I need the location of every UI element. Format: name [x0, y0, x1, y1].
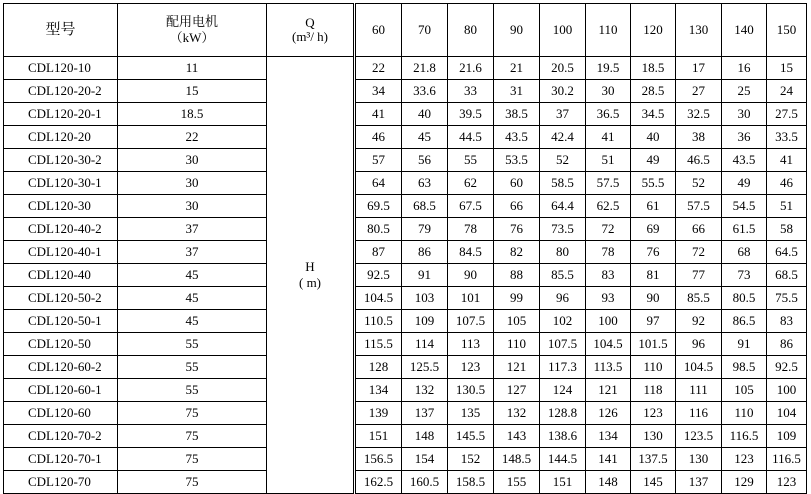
header-flow-value: 80 — [448, 4, 494, 57]
head-value-cell: 39.5 — [448, 103, 494, 126]
header-flow-value: 140 — [722, 4, 767, 57]
head-value-cell: 33.6 — [402, 80, 448, 103]
motor-power-cell: 75 — [118, 448, 267, 471]
head-value-cell: 78 — [586, 241, 631, 264]
table-row — [4, 126, 807, 149]
head-value-cell: 66 — [494, 195, 540, 218]
motor-power-cell: 55 — [118, 333, 267, 356]
head-value-cell: 99 — [494, 287, 540, 310]
head-value-cell: 116.5 — [722, 425, 767, 448]
head-value-cell: 60 — [494, 172, 540, 195]
head-value-cell: 127 — [494, 379, 540, 402]
head-value-cell: 104.5 — [676, 356, 722, 379]
header-flow-value: 100 — [540, 4, 586, 57]
head-value-cell: 128 — [355, 356, 402, 379]
model-cell: CDL120-70-1 — [4, 448, 118, 471]
header-model: 型号 — [4, 4, 118, 57]
head-value-cell: 40 — [402, 103, 448, 126]
head-value-cell: 124 — [540, 379, 586, 402]
head-value-cell: 91 — [402, 264, 448, 287]
head-value-cell: 34.5 — [631, 103, 676, 126]
header-flow-value: 150 — [767, 4, 807, 57]
head-value-cell: 83 — [767, 310, 807, 333]
header-flow-label: Q — [305, 15, 315, 30]
head-value-cell: 41 — [355, 103, 402, 126]
head-value-cell: 151 — [540, 471, 586, 494]
table-row — [4, 264, 807, 287]
head-value-cell: 88 — [494, 264, 540, 287]
head-value-cell: 113.5 — [586, 356, 631, 379]
head-value-cell: 27.5 — [767, 103, 807, 126]
table-row — [4, 402, 807, 425]
head-value-cell: 116.5 — [767, 448, 807, 471]
head-value-cell: 27 — [676, 80, 722, 103]
head-value-cell: 86 — [402, 241, 448, 264]
head-value-cell: 41 — [767, 149, 807, 172]
head-value-cell: 105 — [494, 310, 540, 333]
head-value-cell: 114 — [402, 333, 448, 356]
head-value-cell: 132 — [494, 402, 540, 425]
head-value-cell: 57.5 — [676, 195, 722, 218]
model-cell: CDL120-30-1 — [4, 172, 118, 195]
head-value-cell: 80.5 — [722, 287, 767, 310]
head-value-cell: 30.2 — [540, 80, 586, 103]
head-value-cell: 62.5 — [586, 195, 631, 218]
head-value-cell: 63 — [402, 172, 448, 195]
header-flow-value: 110 — [586, 4, 631, 57]
header-row — [4, 4, 807, 57]
motor-power-cell: 22 — [118, 126, 267, 149]
head-value-cell: 102 — [540, 310, 586, 333]
motor-power-cell: 55 — [118, 356, 267, 379]
model-cell: CDL120-20-2 — [4, 80, 118, 103]
head-value-cell: 86.5 — [722, 310, 767, 333]
head-value-cell: 123 — [631, 402, 676, 425]
head-value-cell: 134 — [586, 425, 631, 448]
head-value-cell: 76 — [494, 218, 540, 241]
head-value-cell: 78 — [448, 218, 494, 241]
head-value-cell: 123 — [722, 448, 767, 471]
head-value-cell: 109 — [767, 425, 807, 448]
head-label: H — [305, 259, 315, 274]
head-value-cell: 104.5 — [586, 333, 631, 356]
head-value-cell: 43.5 — [494, 126, 540, 149]
head-value-cell: 75.5 — [767, 287, 807, 310]
model-cell: CDL120-50-2 — [4, 287, 118, 310]
table-row — [4, 287, 807, 310]
head-value-cell: 100 — [586, 310, 631, 333]
motor-power-cell: 45 — [118, 264, 267, 287]
head-value-cell: 72 — [586, 218, 631, 241]
head-value-cell: 121 — [586, 379, 631, 402]
motor-power-cell: 45 — [118, 287, 267, 310]
head-value-cell: 130 — [676, 448, 722, 471]
head-value-cell: 123 — [448, 356, 494, 379]
head-value-cell: 46.5 — [676, 149, 722, 172]
head-value-cell: 61.5 — [722, 218, 767, 241]
model-cell: CDL120-60-1 — [4, 379, 118, 402]
head-value-cell: 37 — [540, 103, 586, 126]
model-cell: CDL120-20 — [4, 126, 118, 149]
model-cell: CDL120-40-1 — [4, 241, 118, 264]
header-flow-value: 60 — [355, 4, 402, 57]
head-value-cell: 129 — [722, 471, 767, 494]
head-value-cell: 25 — [722, 80, 767, 103]
head-value-cell: 92.5 — [767, 356, 807, 379]
table-row — [4, 333, 807, 356]
head-value-cell: 90 — [448, 264, 494, 287]
performance-table-container — [3, 3, 807, 494]
head-value-cell: 72 — [676, 241, 722, 264]
head-value-cell: 101 — [448, 287, 494, 310]
head-value-cell: 148 — [402, 425, 448, 448]
head-value-cell: 105 — [722, 379, 767, 402]
head-value-cell: 21.6 — [448, 57, 494, 80]
head-value-cell: 24 — [767, 80, 807, 103]
head-value-cell: 141 — [586, 448, 631, 471]
head-value-cell: 42.4 — [540, 126, 586, 149]
table-row — [4, 241, 807, 264]
head-value-cell: 96 — [676, 333, 722, 356]
table-row — [4, 172, 807, 195]
head-value-cell: 98.5 — [722, 356, 767, 379]
head-value-cell: 137.5 — [631, 448, 676, 471]
head-value-cell: 145 — [631, 471, 676, 494]
head-value-cell: 20.5 — [540, 57, 586, 80]
head-value-cell: 81 — [631, 264, 676, 287]
table-body — [4, 57, 807, 494]
model-cell: CDL120-30 — [4, 195, 118, 218]
head-value-cell: 148 — [586, 471, 631, 494]
head-value-cell: 33 — [448, 80, 494, 103]
head-value-cell: 28.5 — [631, 80, 676, 103]
model-cell: CDL120-60-2 — [4, 356, 118, 379]
head-unit: ( m) — [298, 275, 322, 290]
head-value-cell: 93 — [586, 287, 631, 310]
head-value-cell: 92 — [676, 310, 722, 333]
head-value-cell: 31 — [494, 80, 540, 103]
head-value-cell: 100 — [767, 379, 807, 402]
head-value-cell: 55 — [448, 149, 494, 172]
motor-power-cell: 37 — [118, 218, 267, 241]
head-value-cell: 57 — [355, 149, 402, 172]
head-value-cell: 77 — [676, 264, 722, 287]
motor-power-cell: 75 — [118, 471, 267, 494]
head-value-cell: 33.5 — [767, 126, 807, 149]
head-value-cell: 61 — [631, 195, 676, 218]
head-value-cell: 125.5 — [402, 356, 448, 379]
head-value-cell: 66 — [676, 218, 722, 241]
head-value-cell: 38.5 — [494, 103, 540, 126]
head-value-cell: 15 — [767, 57, 807, 80]
motor-power-cell: 18.5 — [118, 103, 267, 126]
header-motor-label: 配用电机 — [165, 14, 218, 29]
table-row — [4, 218, 807, 241]
head-value-cell: 30 — [722, 103, 767, 126]
head-value-cell: 64.4 — [540, 195, 586, 218]
head-value-cell: 145.5 — [448, 425, 494, 448]
head-value-cell: 137 — [676, 471, 722, 494]
table-row — [4, 379, 807, 402]
head-value-cell: 144.5 — [540, 448, 586, 471]
table-row — [4, 425, 807, 448]
head-value-cell: 123 — [767, 471, 807, 494]
motor-power-cell: 75 — [118, 402, 267, 425]
head-value-cell: 68.5 — [767, 264, 807, 287]
head-value-cell: 80 — [540, 241, 586, 264]
head-value-cell: 68.5 — [402, 195, 448, 218]
head-value-cell: 152 — [448, 448, 494, 471]
head-value-cell: 56 — [402, 149, 448, 172]
model-cell: CDL120-50-1 — [4, 310, 118, 333]
head-value-cell: 22 — [355, 57, 402, 80]
head-value-cell: 69.5 — [355, 195, 402, 218]
head-value-cell: 85.5 — [540, 264, 586, 287]
head-value-cell: 135 — [448, 402, 494, 425]
head-value-cell: 123.5 — [676, 425, 722, 448]
head-value-cell: 104 — [767, 402, 807, 425]
head-value-cell: 110.5 — [355, 310, 402, 333]
head-value-cell: 80.5 — [355, 218, 402, 241]
model-cell: CDL120-20-1 — [4, 103, 118, 126]
head-value-cell: 96 — [540, 287, 586, 310]
head-label-cell — [267, 57, 355, 494]
table-row — [4, 195, 807, 218]
head-value-cell: 38 — [676, 126, 722, 149]
model-cell: CDL120-30-2 — [4, 149, 118, 172]
head-value-cell: 91 — [722, 333, 767, 356]
head-value-cell: 67.5 — [448, 195, 494, 218]
table-row — [4, 103, 807, 126]
head-value-cell: 53.5 — [494, 149, 540, 172]
head-value-cell: 51 — [767, 195, 807, 218]
model-cell: CDL120-40-2 — [4, 218, 118, 241]
head-value-cell: 151 — [355, 425, 402, 448]
motor-power-cell: 30 — [118, 172, 267, 195]
head-value-cell: 54.5 — [722, 195, 767, 218]
head-value-cell: 46 — [767, 172, 807, 195]
head-value-cell: 110 — [631, 356, 676, 379]
head-value-cell: 101.5 — [631, 333, 676, 356]
head-value-cell: 21.8 — [402, 57, 448, 80]
head-value-cell: 84.5 — [448, 241, 494, 264]
head-value-cell: 116 — [676, 402, 722, 425]
head-value-cell: 126 — [586, 402, 631, 425]
head-value-cell: 52 — [676, 172, 722, 195]
head-value-cell: 92.5 — [355, 264, 402, 287]
head-value-cell: 130 — [631, 425, 676, 448]
head-value-cell: 76 — [631, 241, 676, 264]
head-value-cell: 51 — [586, 149, 631, 172]
motor-power-cell: 37 — [118, 241, 267, 264]
head-value-cell: 86 — [767, 333, 807, 356]
head-value-cell: 162.5 — [355, 471, 402, 494]
head-value-cell: 32.5 — [676, 103, 722, 126]
model-cell: CDL120-60 — [4, 402, 118, 425]
head-value-cell: 44.5 — [448, 126, 494, 149]
performance-table — [3, 3, 807, 494]
head-value-cell: 110 — [494, 333, 540, 356]
model-cell: CDL120-40 — [4, 264, 118, 287]
head-value-cell: 115.5 — [355, 333, 402, 356]
head-value-cell: 41 — [586, 126, 631, 149]
head-value-cell: 62 — [448, 172, 494, 195]
head-value-cell: 45 — [402, 126, 448, 149]
head-value-cell: 110 — [722, 402, 767, 425]
head-value-cell: 158.5 — [448, 471, 494, 494]
head-value-cell: 49 — [722, 172, 767, 195]
head-value-cell: 83 — [586, 264, 631, 287]
head-value-cell: 79 — [402, 218, 448, 241]
table-row — [4, 471, 807, 494]
head-value-cell: 34 — [355, 80, 402, 103]
head-value-cell: 113 — [448, 333, 494, 356]
head-value-cell: 82 — [494, 241, 540, 264]
head-value-cell: 104.5 — [355, 287, 402, 310]
head-value-cell: 97 — [631, 310, 676, 333]
head-value-cell: 134 — [355, 379, 402, 402]
head-value-cell: 64 — [355, 172, 402, 195]
table-row — [4, 149, 807, 172]
head-value-cell: 40 — [631, 126, 676, 149]
head-value-cell: 57.5 — [586, 172, 631, 195]
head-value-cell: 90 — [631, 287, 676, 310]
head-value-cell: 107.5 — [448, 310, 494, 333]
head-value-cell: 73.5 — [540, 218, 586, 241]
model-cell: CDL120-70-2 — [4, 425, 118, 448]
head-value-cell: 103 — [402, 287, 448, 310]
head-value-cell: 148.5 — [494, 448, 540, 471]
model-cell: CDL120-10 — [4, 57, 118, 80]
motor-power-cell: 15 — [118, 80, 267, 103]
header-flow — [267, 4, 355, 57]
table-row — [4, 356, 807, 379]
head-value-cell: 43.5 — [722, 149, 767, 172]
motor-power-cell: 11 — [118, 57, 267, 80]
head-value-cell: 19.5 — [586, 57, 631, 80]
header-flow-value: 90 — [494, 4, 540, 57]
head-value-cell: 109 — [402, 310, 448, 333]
head-value-cell: 130.5 — [448, 379, 494, 402]
head-value-cell: 17 — [676, 57, 722, 80]
table-row — [4, 448, 807, 471]
head-value-cell: 58.5 — [540, 172, 586, 195]
head-value-cell: 36 — [722, 126, 767, 149]
head-value-cell: 137 — [402, 402, 448, 425]
head-value-cell: 30 — [586, 80, 631, 103]
head-value-cell: 121 — [494, 356, 540, 379]
head-value-cell: 154 — [402, 448, 448, 471]
header-motor — [118, 4, 267, 57]
head-value-cell: 155 — [494, 471, 540, 494]
head-value-cell: 21 — [494, 57, 540, 80]
header-flow-value: 70 — [402, 4, 448, 57]
head-value-cell: 73 — [722, 264, 767, 287]
head-value-cell: 87 — [355, 241, 402, 264]
head-value-cell: 160.5 — [402, 471, 448, 494]
header-flow-value: 130 — [676, 4, 722, 57]
motor-power-cell: 75 — [118, 425, 267, 448]
head-value-cell: 64.5 — [767, 241, 807, 264]
head-value-cell: 128.8 — [540, 402, 586, 425]
head-value-cell: 16 — [722, 57, 767, 80]
motor-power-cell: 30 — [118, 195, 267, 218]
head-value-cell: 58 — [767, 218, 807, 241]
head-value-cell: 138.6 — [540, 425, 586, 448]
head-value-cell: 18.5 — [631, 57, 676, 80]
head-value-cell: 118 — [631, 379, 676, 402]
motor-power-cell: 30 — [118, 149, 267, 172]
head-value-cell: 111 — [676, 379, 722, 402]
head-value-cell: 156.5 — [355, 448, 402, 471]
head-value-cell: 52 — [540, 149, 586, 172]
head-value-cell: 68 — [722, 241, 767, 264]
motor-power-cell: 45 — [118, 310, 267, 333]
head-value-cell: 55.5 — [631, 172, 676, 195]
header-motor-unit: （kW） — [169, 30, 215, 45]
header-flow-unit: (m³/ h) — [291, 29, 329, 44]
model-cell: CDL120-70 — [4, 471, 118, 494]
head-value-cell: 69 — [631, 218, 676, 241]
head-value-cell: 139 — [355, 402, 402, 425]
head-value-cell: 46 — [355, 126, 402, 149]
head-value-cell: 117.3 — [540, 356, 586, 379]
table-row — [4, 57, 807, 80]
table-row — [4, 310, 807, 333]
model-cell: CDL120-50 — [4, 333, 118, 356]
head-value-cell: 85.5 — [676, 287, 722, 310]
motor-power-cell: 55 — [118, 379, 267, 402]
header-flow-value: 120 — [631, 4, 676, 57]
head-value-cell: 132 — [402, 379, 448, 402]
head-value-cell: 107.5 — [540, 333, 586, 356]
table-row — [4, 80, 807, 103]
head-value-cell: 49 — [631, 149, 676, 172]
head-value-cell: 143 — [494, 425, 540, 448]
head-value-cell: 36.5 — [586, 103, 631, 126]
